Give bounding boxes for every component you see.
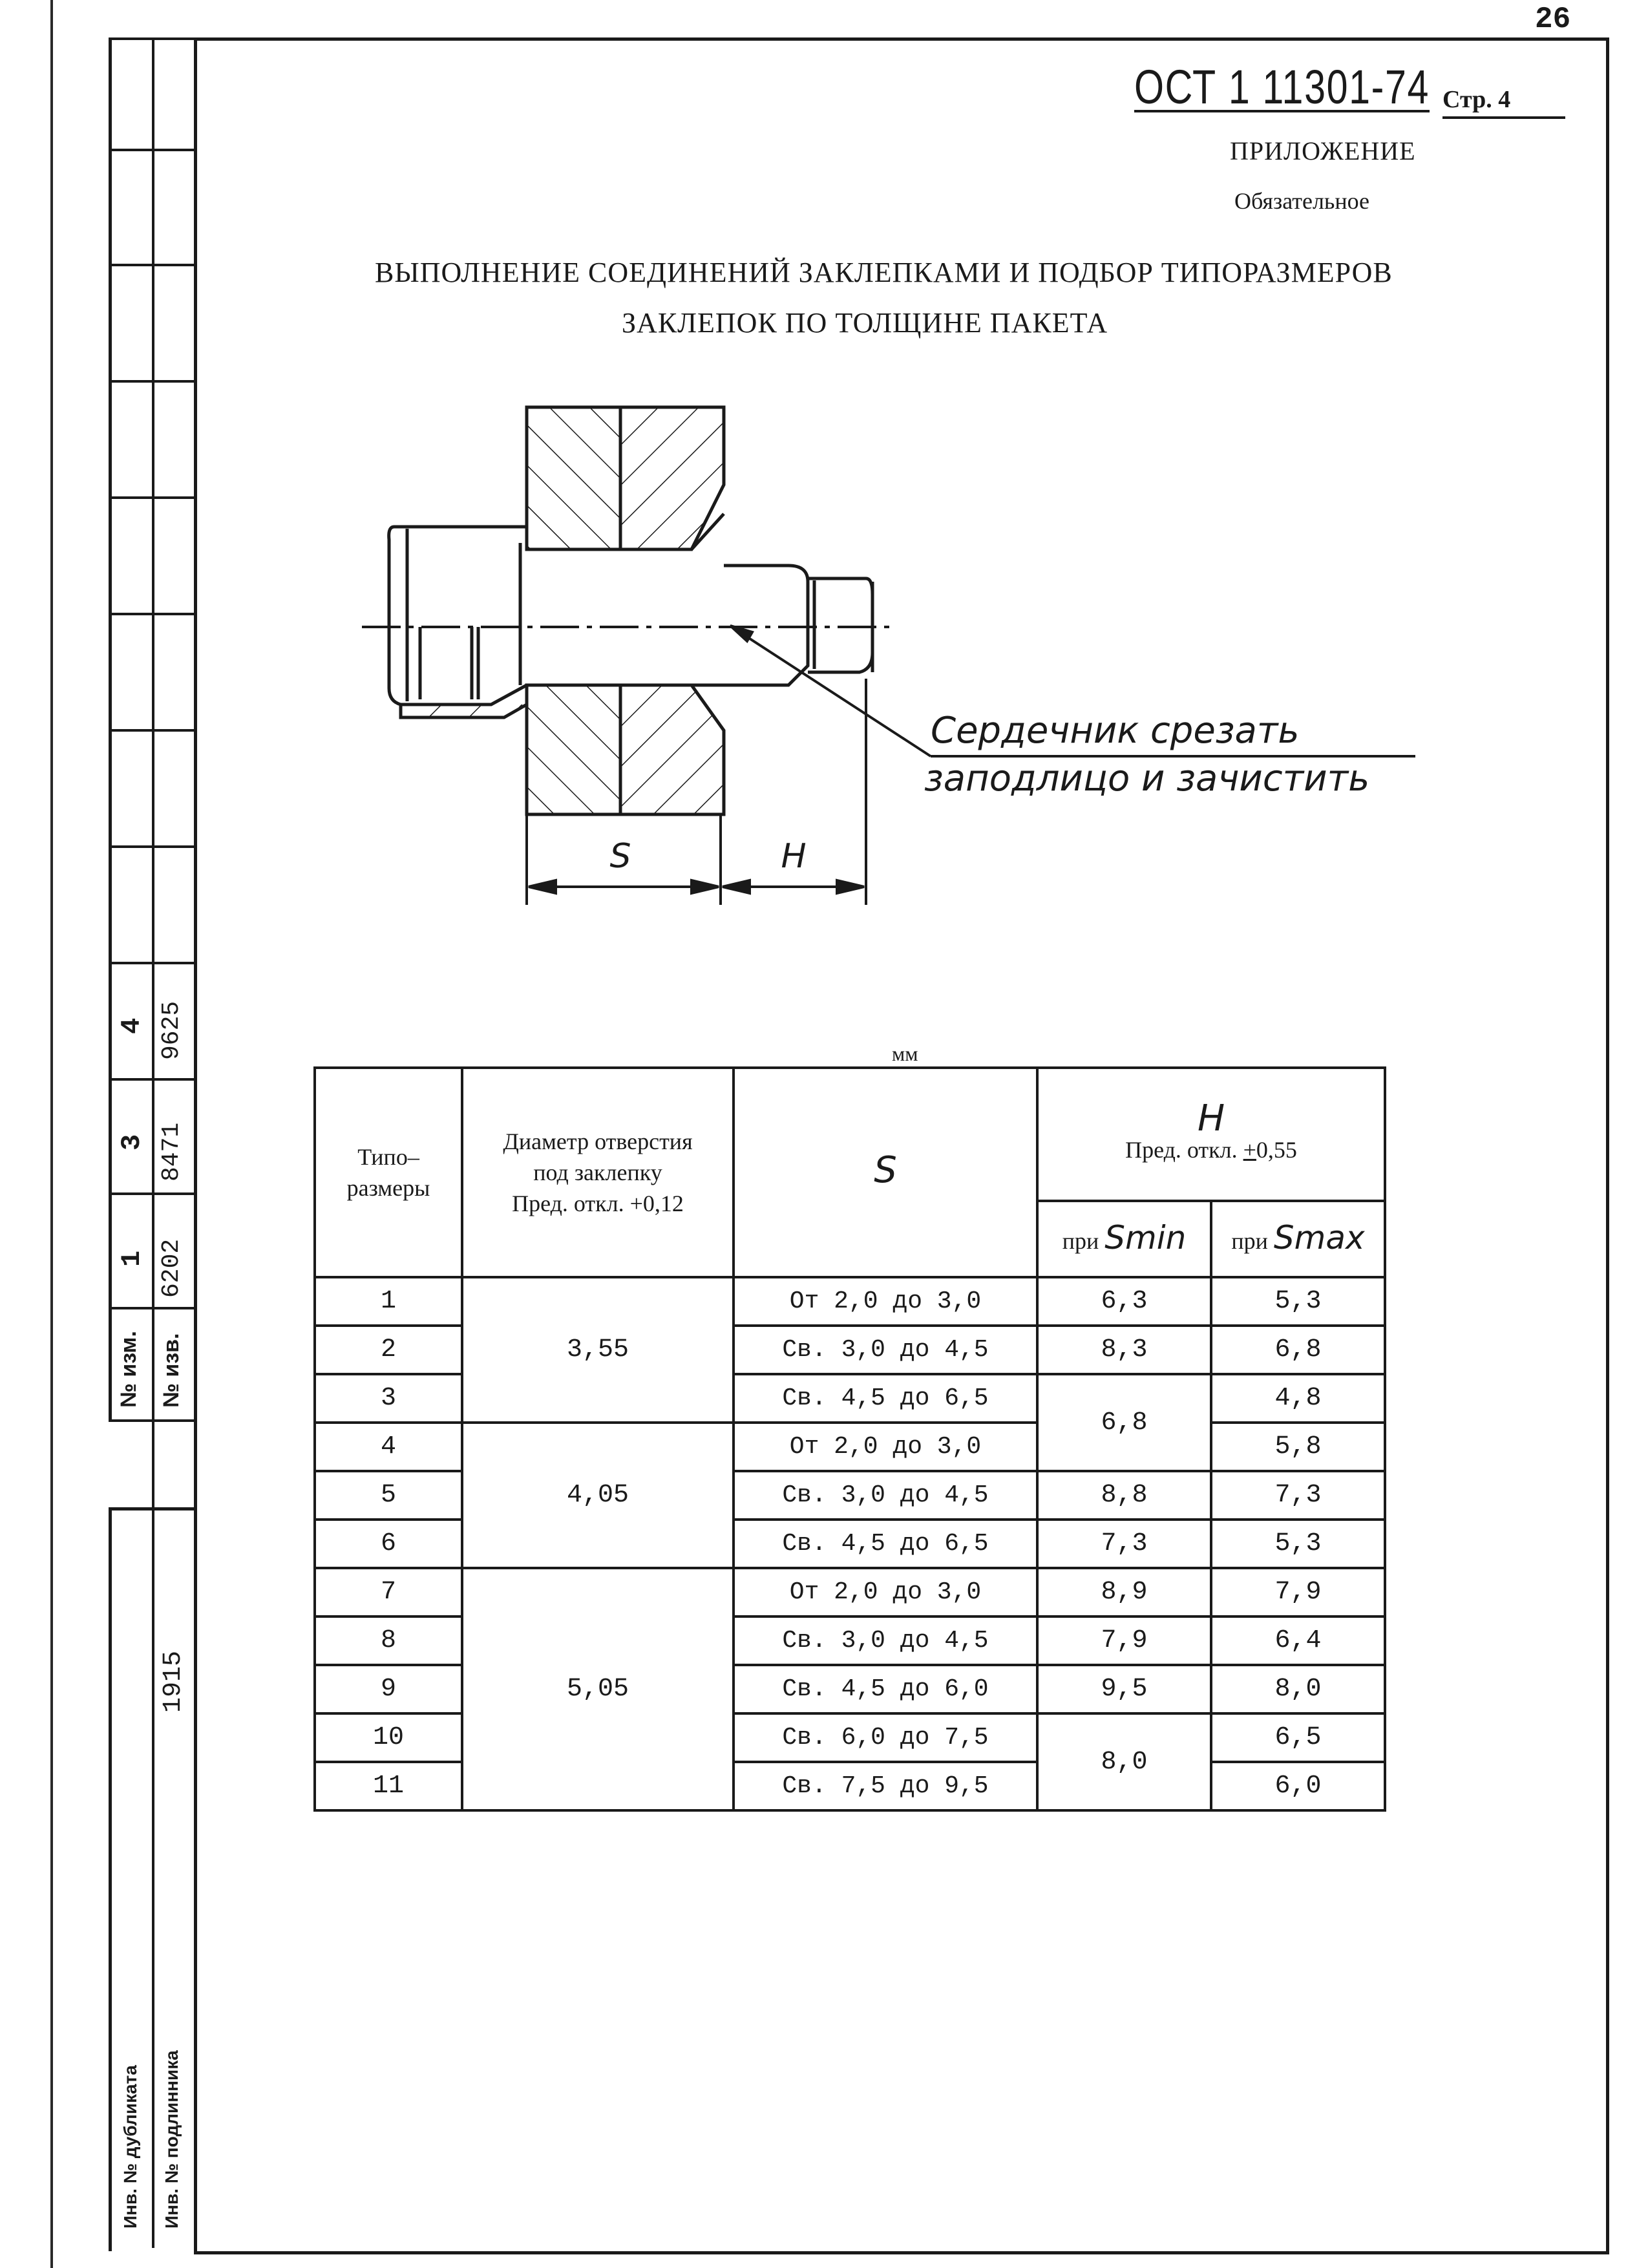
- dimension-s-label: S: [609, 837, 631, 876]
- header-s: S: [734, 1068, 1037, 1277]
- label-change-no: № изм.: [116, 1331, 141, 1408]
- table-row: 2 Св. 3,0 до 4,5 8,3 6,8: [315, 1326, 1385, 1374]
- header-size: Типо– размеры: [315, 1068, 462, 1277]
- table-row: 10 Св. 6,0 до 7,5 8,0 6,5: [315, 1713, 1385, 1762]
- table-row: 9 Св. 4,5 до 6,0 9,5 8,0: [315, 1665, 1385, 1713]
- sheet-label: Стр. 4: [1442, 85, 1565, 119]
- original-inventory-number: 1915: [159, 1650, 188, 1713]
- rivet-head: [389, 527, 527, 717]
- header-h-tolerance: Пред. откл. +0,55: [1125, 1137, 1297, 1163]
- sheet-upper-left: [527, 407, 620, 549]
- header-h-at-smax: при Smax: [1211, 1201, 1385, 1277]
- table-row: 6 Св. 4,5 до 6,5 7,3 5,3: [315, 1520, 1385, 1568]
- table-row: 8 Св. 3,0 до 4,5 7,9 6,4: [315, 1616, 1385, 1665]
- sheet-lower-right: [620, 685, 724, 814]
- page-title-line1: ВЫПОЛНЕНИЕ СОЕДИНЕНИЙ ЗАКЛЕПКАМИ И ПОДБОР ТИПОРАЗМЕРОВ: [375, 257, 1393, 288]
- revision-doc-6202: 6202: [158, 1238, 185, 1298]
- header-h: H Пред. откл. +0,55: [1037, 1068, 1385, 1201]
- page-number: 26: [1535, 3, 1571, 36]
- table-unit: мм: [892, 1042, 918, 1065]
- rivet-size-table: [313, 1066, 1386, 1812]
- header-hole-diameter: Диаметр отверстия под заклепку Пред. откл. +0,12: [462, 1068, 734, 1277]
- label-duplicate-inventory: Инв. № дубликата: [120, 2065, 140, 2229]
- appendix-label: ПРИЛОЖЕНИЕ: [1230, 136, 1416, 165]
- revision-change-3: 3: [116, 1134, 147, 1150]
- callout-text-line1: Сердечник срезать: [931, 710, 1300, 752]
- sheet-lower-left: [527, 685, 620, 814]
- mandatory-label: Обязательное: [1234, 188, 1370, 214]
- label-notice-no: № изв.: [159, 1333, 184, 1408]
- page-title-line2: ЗАКЛЕПОК ПО ТОЛЩИНЕ ПАКЕТА: [622, 307, 1108, 339]
- table-row: 11 Св. 7,5 до 9,5 6,0: [315, 1762, 1385, 1810]
- revision-change-4: 4: [116, 1017, 147, 1034]
- revision-change-1: 1: [116, 1250, 147, 1267]
- table-row: 4 4,05 От 2,0 до 3,0 5,8: [315, 1423, 1385, 1471]
- rivet-joint-drawing: [362, 381, 1461, 924]
- revision-doc-8471: 8471: [158, 1122, 185, 1182]
- table-row: 7 5,05 От 2,0 до 3,0 8,9 7,9: [315, 1568, 1385, 1616]
- header-h-at-smin: при Smin: [1037, 1201, 1211, 1277]
- table-row: 3 Св. 4,5 до 6,5 6,8 4,8: [315, 1374, 1385, 1423]
- revision-doc-9625: 9625: [158, 1001, 185, 1060]
- standard-code: ОСТ 1 11301-74: [1134, 60, 1430, 114]
- dimension-h-label: H: [781, 837, 807, 876]
- label-original-inventory: Инв. № подлинника: [162, 2050, 182, 2229]
- callout-text-line2: заподлицо и зачистить: [924, 758, 1370, 800]
- table-row: 5 Св. 3,0 до 4,5 8,8 7,3: [315, 1471, 1385, 1520]
- table-row: 1 3,55 От 2,0 до 3,0 6,3 5,3: [315, 1277, 1385, 1326]
- sheet-upper-right: [620, 407, 724, 549]
- rivet-core: [724, 566, 872, 685]
- page-left-edge: [50, 0, 53, 2268]
